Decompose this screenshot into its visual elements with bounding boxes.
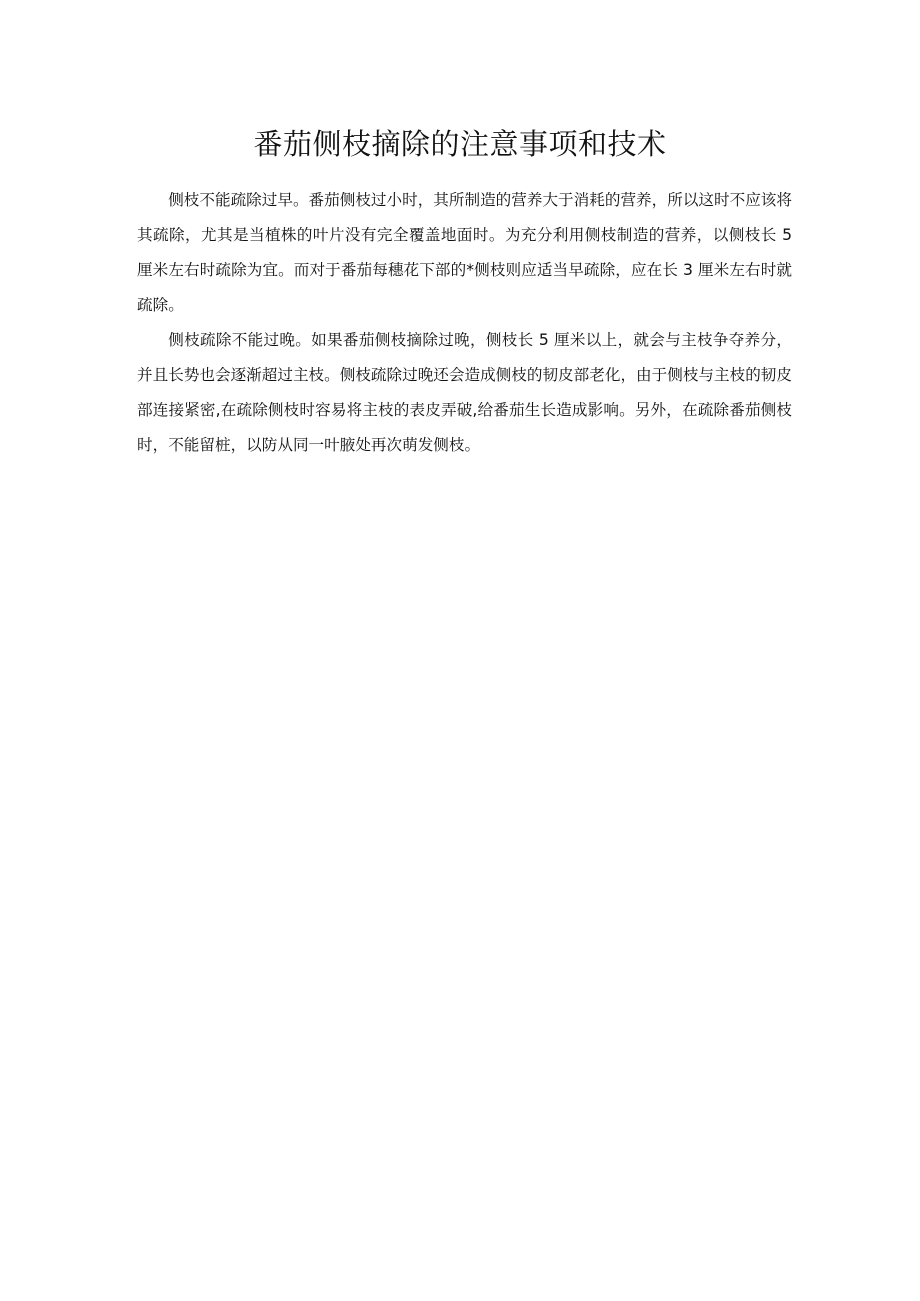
paragraph-late-removal: 侧枝疏除不能过晚。如果番茄侧枝摘除过晚，侧枝长 5 厘米以上，就会与主枝争夺养分，并且长势也会逐渐超过主枝。侧枝疏除过晚还会造成侧枝的韧皮部老化，由于侧枝与主枝的韧皮部连接紧密,在疏除侧枝时容易将主枝的表皮弄破,给番茄生长造成影响。另外，在疏除番茄侧枝时，不能留桩，以防从同一叶腋处再次萌发侧枝。 — [137, 331, 792, 454]
document-title: 番茄侧枝摘除的注意事项和技术 — [253, 127, 667, 161]
document-body — [137, 183, 792, 463]
paragraph-early-removal: 侧枝不能疏除过早。番茄侧枝过小时，其所制造的营养大于消耗的营养，所以这时不应该将其疏除，尤其是当植株的叶片没有完全覆盖地面时。为充分利用侧枝制造的营养，以侧枝长 5 厘米左右时疏除为宜。而对于番茄每穗花下部的*侧枝则应适当早疏除，应在长 3 厘米左右时就疏除。 — [137, 191, 792, 314]
